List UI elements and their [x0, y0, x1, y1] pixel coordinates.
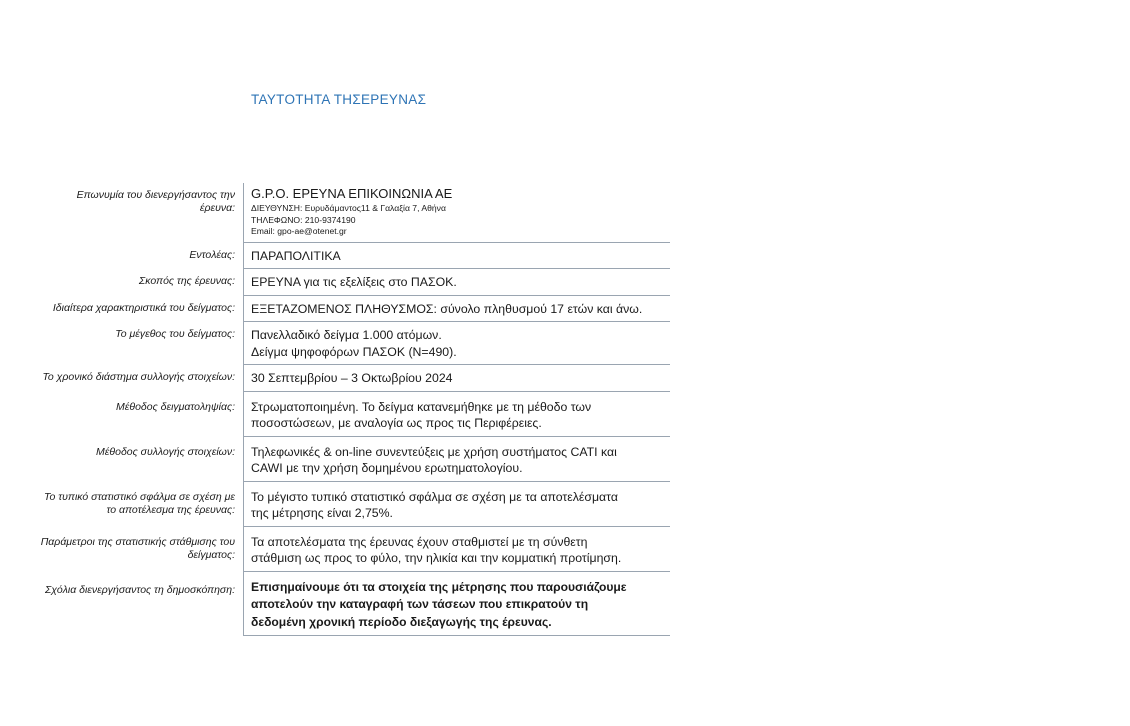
row-value: [243, 296, 670, 323]
table-row: [40, 296, 670, 323]
row-value: [243, 572, 670, 637]
row-value-line: αποτελούν την καταγραφή των τάσεων που επικρατούν τη: [251, 597, 589, 612]
table-row: [40, 572, 670, 637]
row-value-line: Επισημαίνουμε ότι τα στοιχεία της μέτρησης που παρουσιάζουμε: [251, 579, 627, 594]
row-value: [243, 392, 670, 437]
row-label-text: Μέθοδος συλλογής στοιχείων:: [96, 445, 235, 458]
row-label: [40, 322, 243, 341]
company-phone: ΤΗΛΕΦΩΝΟ: 210-9374190: [251, 214, 356, 225]
row-label-text: Μέθοδος δειγματοληψίας:: [116, 400, 235, 413]
row-value: [243, 437, 670, 482]
company-address: ΔΙΕΥΘΥΝΣΗ: Ευρυδάμαντος11 & Γαλαξία 7, Αθήνα: [251, 203, 446, 213]
row-label: [40, 365, 243, 384]
row-label-text: Το τυπικό στατιστικό σφάλμα σε σχέση με το αποτέλεσμα της έρευνας:: [44, 490, 235, 516]
row-value-line: στάθμιση ως προς το φύλο, την ηλικία και την κομματική προτίμηση.: [251, 551, 622, 566]
row-label-text: Παράμετροι της στατιστικής στάθμισης του δείγματος:: [40, 535, 235, 561]
row-value-line: 30 Σεπτεμβρίου – 3 Οκτωβρίου 2024: [251, 371, 453, 386]
row-label: [40, 392, 243, 414]
row-value: [243, 243, 670, 270]
row-value: [243, 322, 670, 365]
table-row: [40, 365, 670, 392]
row-value: [243, 365, 670, 392]
row-label: [40, 527, 243, 562]
row-label: [40, 183, 243, 215]
row-value-line: της μέτρησης είναι 2,75%.: [251, 506, 393, 521]
table-row: [40, 243, 670, 270]
row-value: [243, 482, 670, 527]
row-value-line: Στρωματοποιημένη. Το δείγμα κατανεμήθηκε με τη μέθοδο των: [251, 399, 592, 414]
row-value: [243, 527, 670, 572]
row-label-text: Το χρονικό διάστημα συλλογής στοιχείων:: [42, 371, 235, 384]
row-value-line: Δείγμα ψηφοφόρων ΠΑΣΟΚ (Ν=490).: [251, 344, 457, 359]
row-value-line: Τα αποτελέσματα της έρευνας έχουν σταθμιστεί με τη σύνθετη: [251, 534, 588, 549]
row-value-line: CAWI με την χρήση δομημένου ερωτηματολογίου.: [251, 461, 523, 476]
row-value: [243, 269, 670, 296]
table-row: [40, 183, 670, 243]
row-label-text: Σχόλια διενεργήσαντος τη δημοσκόπηση:: [45, 583, 235, 596]
row-value-line: ΠΑΡΑΠΟΛΙΤΙΚΑ: [251, 248, 341, 263]
table-row: [40, 392, 670, 437]
row-label-text: Εντολέας:: [189, 248, 235, 261]
row-label-text: Σκοπός της έρευνας:: [138, 275, 235, 288]
row-label-text: Το μέγεθος του δείγματος:: [115, 328, 235, 341]
row-value-line: ΕΡΕΥΝΑ για τις εξελίξεις στο ΠΑΣΟΚ.: [251, 275, 457, 290]
table-row: [40, 322, 670, 365]
row-label-text: Επωνυμία του διενεργήσαντος την έρευνα:: [76, 189, 235, 214]
row-label-text: Ιδιαίτερα χαρακτηριστικά του δείγματος:: [52, 301, 235, 314]
row-value: [243, 183, 670, 243]
row-label: [40, 437, 243, 459]
row-label: [40, 243, 243, 262]
row-label: [40, 296, 243, 315]
row-value-line: Τηλεφωνικές & on-line συνεντεύξεις με χρήση συστήματος CATI και: [251, 444, 617, 459]
row-value-line: δεδομένη χρονική περίοδο διεξαγωγής της έρευνας.: [251, 614, 552, 629]
row-label: [40, 572, 243, 597]
row-value-line: ποσοστώσεων, με αναλογία ως προς τις Περιφέρειες.: [251, 416, 542, 431]
company-name: G.P.O. ΕΡΕΥΝΑ ΕΠΙΚΟΙΝΩΝΙΑ ΑΕ: [251, 186, 453, 201]
table-row: [40, 527, 670, 572]
table-row: [40, 482, 670, 527]
row-value-line: Το μέγιστο τυπικό στατιστικό σφάλμα σε σχέση με τα αποτελέσματα: [251, 489, 618, 504]
page-title: ΤΑΥΤΟΤΗΤΑ ΤΗΣΕΡΕΥΝΑΣ: [251, 92, 427, 107]
table-row: [40, 269, 670, 296]
row-label: [40, 269, 243, 288]
row-value-line: ΕΞΕΤΑΖΟΜΕΝΟΣ ΠΛΗΘΥΣΜΟΣ: σύνολο πληθυσμού 17 ετών και άνω.: [251, 301, 643, 316]
survey-identity-table: [40, 183, 670, 636]
row-label: [40, 482, 243, 517]
company-email: Email: gpo-ae@otenet.gr: [251, 226, 347, 237]
row-value-line: Πανελλαδικό δείγμα 1.000 ατόμων.: [251, 328, 442, 343]
table-row: [40, 437, 670, 482]
